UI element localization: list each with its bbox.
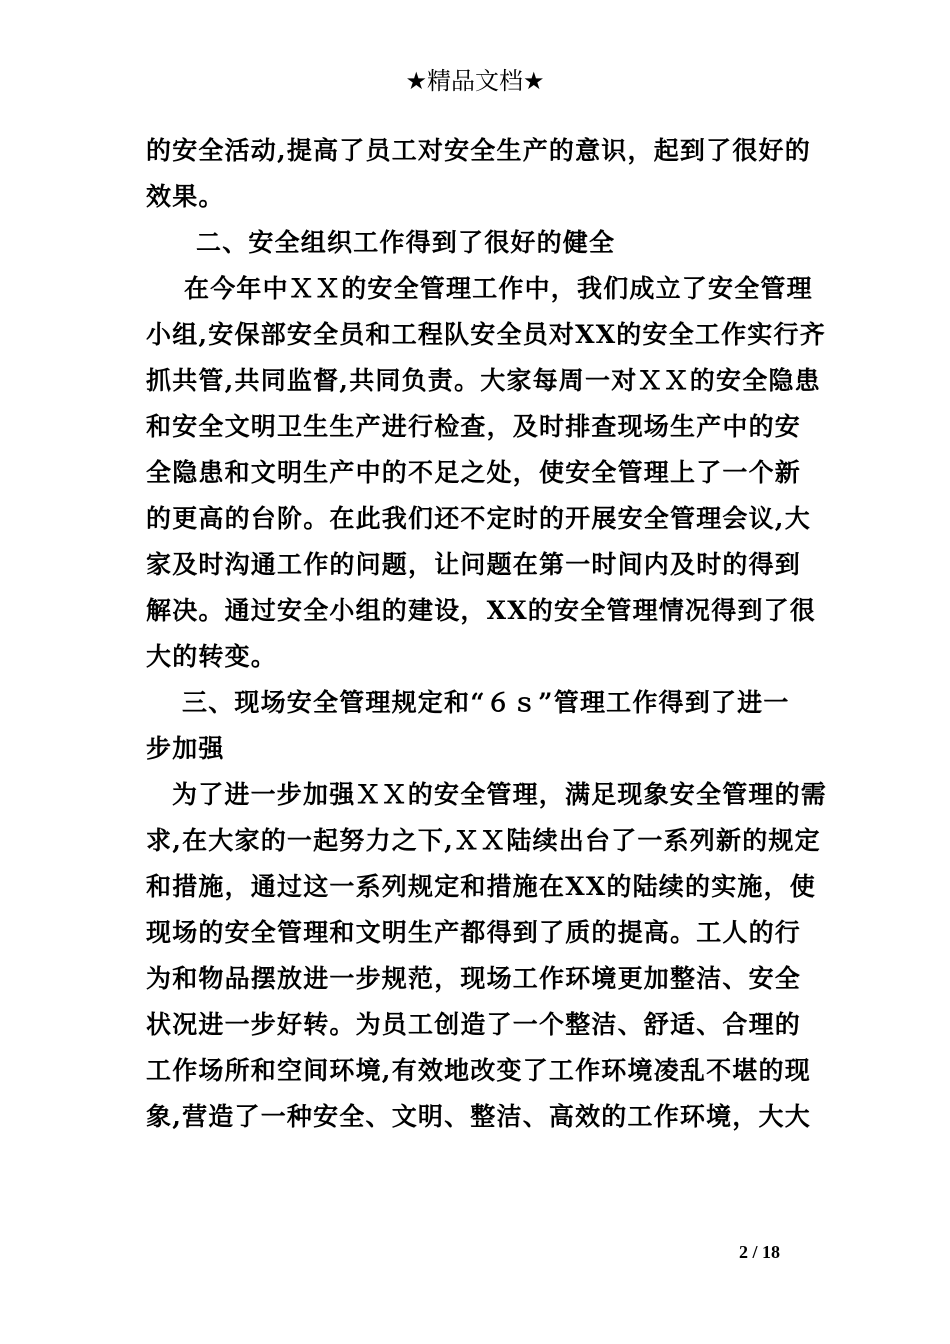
- text-line: 家及时沟通工作的问题，让问题在第一时间内及时的得到: [146, 550, 802, 579]
- text-line: 抓共管,共同监督,共同负责。大家每周一对ＸＸ的安全隐患: [146, 366, 821, 395]
- text-line: 大的转变。: [146, 642, 278, 671]
- text-line: 在今年中ＸＸ的安全管理工作中，我们成立了安全管理: [184, 274, 813, 303]
- text-line: 小组,安保部安全员和工程队安全员对XX的安全工作实行齐: [146, 320, 826, 349]
- text-line: 和安全文明卫生生产进行检查，及时排查现场生产中的安: [146, 412, 802, 441]
- page-number: 2 / 18: [738, 1242, 780, 1262]
- page-header-title: ★精品文档★: [405, 67, 545, 95]
- text-line: 为和物品摆放进一步规范，现场工作环境更加整洁、安全: [146, 964, 802, 993]
- text-line: 的更高的台阶。在此我们还不定时的开展安全管理会议,大: [146, 504, 811, 533]
- section-heading: 二、安全组织工作得到了很好的健全: [196, 228, 616, 257]
- section-heading: 三、现场安全管理规定和“６ｓ”管理工作得到了进一: [182, 688, 790, 717]
- text-line: 状况进一步好转。为员工创造了一个整洁、舒适、合理的: [146, 1010, 802, 1039]
- text-line: 全隐患和文明生产中的不足之处，使安全管理上了一个新: [146, 458, 802, 487]
- text-line: 解决。通过安全小组的建设，XX的安全管理情况得到了很: [146, 596, 816, 625]
- text-line: 为了进一步加强ＸＸ的安全管理，满足现象安全管理的需: [172, 780, 828, 809]
- text-line: 的安全活动,提高了员工对安全生产的意识，起到了很好的: [146, 136, 811, 165]
- text-line: 效果。: [146, 182, 225, 211]
- text-line: 和措施，通过这一系列规定和措施在XX的陆续的实施，使: [146, 872, 816, 901]
- document-body: [146, 128, 828, 1140]
- text-line: 求,在大家的一起努力之下,ＸＸ陆续出台了一系列新的规定: [146, 826, 821, 855]
- text-line: 现场的安全管理和文明生产都得到了质的提高。工人的行: [146, 918, 802, 947]
- text-line: 工作场所和空间环境,有效地改变了工作环境凌乱不堪的现: [146, 1056, 811, 1085]
- section-heading-cont: 步加强: [146, 734, 225, 763]
- text-line: 象,营造了一种安全、文明、整洁、高效的工作环境，大大: [146, 1102, 811, 1131]
